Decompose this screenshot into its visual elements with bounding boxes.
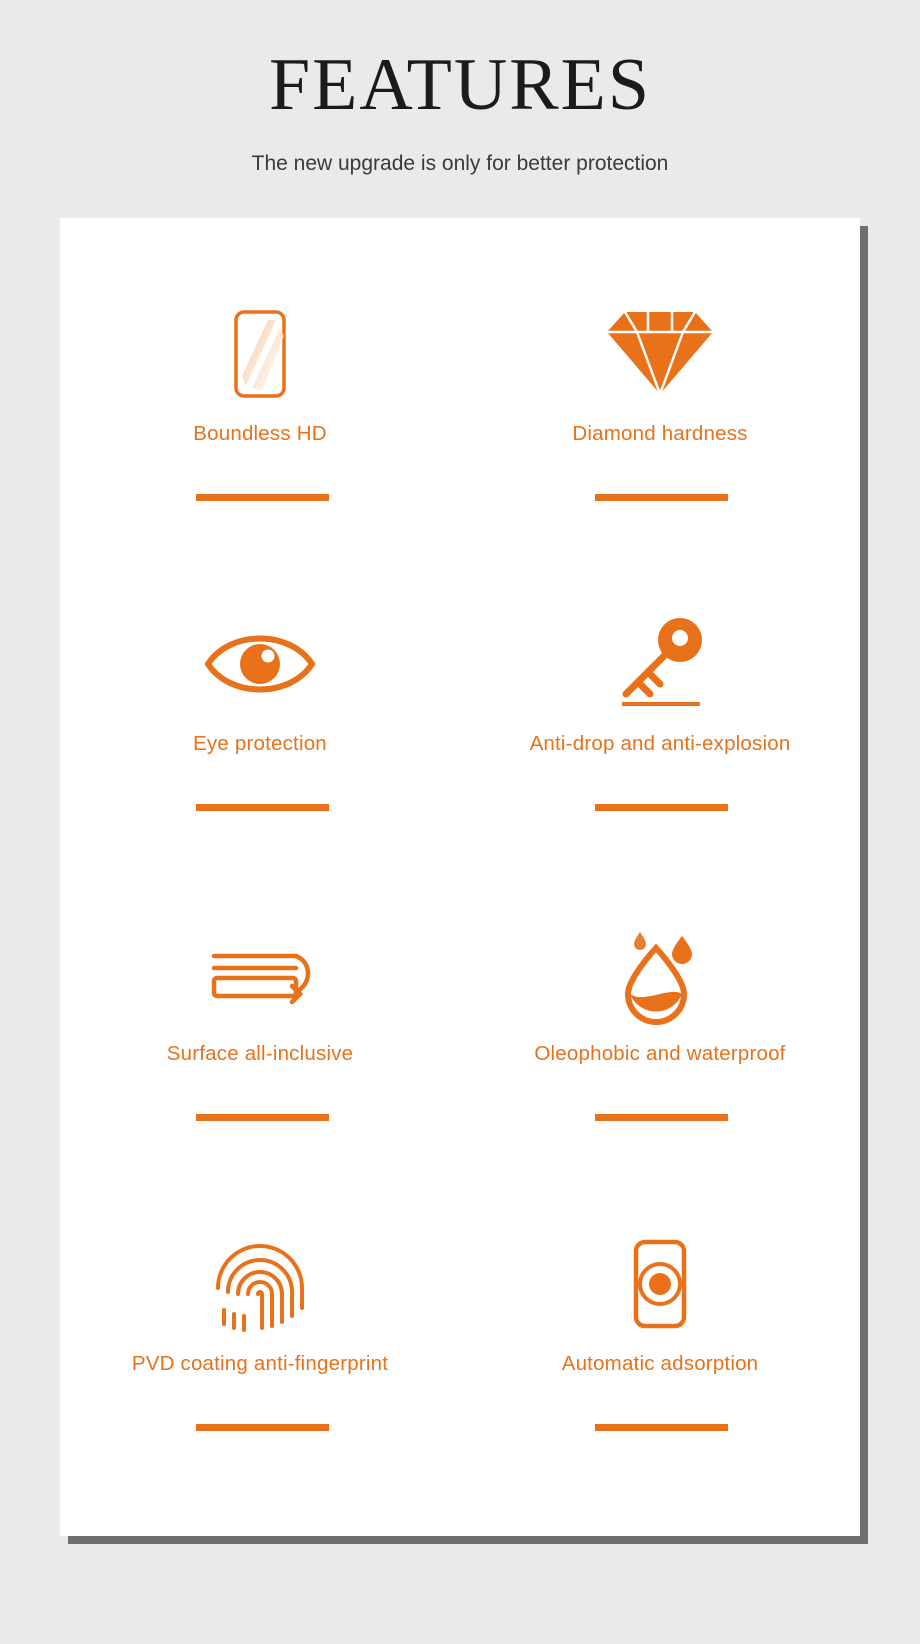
features-card-wrapper	[60, 218, 860, 1536]
feature-label: Oleophobic and waterproof	[534, 1042, 786, 1065]
key-icon	[608, 612, 712, 716]
features-grid	[60, 276, 860, 1516]
feature-item-pvd-anti-fingerprint	[60, 1206, 460, 1516]
fingerprint-icon	[208, 1232, 312, 1336]
feature-item-automatic-adsorption	[460, 1206, 860, 1516]
adsorption-icon	[620, 1232, 700, 1336]
feature-label: Anti-drop and anti-explosion	[529, 732, 791, 755]
feature-item-oleophobic-waterproof	[460, 896, 860, 1206]
feature-label: Diamond hardness	[572, 422, 748, 445]
feature-item-surface-all-inclusive	[60, 896, 460, 1206]
feature-divider	[595, 1424, 728, 1431]
feature-divider	[595, 494, 728, 501]
diamond-icon	[601, 302, 719, 406]
feature-label: Automatic adsorption	[561, 1352, 759, 1375]
feature-divider	[196, 1424, 329, 1431]
feature-item-eye-protection	[60, 586, 460, 896]
feature-item-boundless-hd	[60, 276, 460, 586]
features-card	[60, 218, 860, 1536]
feature-item-diamond-hardness	[460, 276, 860, 586]
page-subtitle: The new upgrade is only for better protection	[251, 152, 669, 175]
feature-label: Eye protection	[193, 732, 327, 755]
water-drop-icon	[610, 922, 710, 1026]
feature-label: Surface all-inclusive	[166, 1042, 354, 1065]
phone-screen-icon	[224, 302, 296, 406]
layers-icon	[200, 922, 320, 1026]
feature-divider	[595, 1114, 728, 1121]
feature-divider	[595, 804, 728, 811]
feature-divider	[196, 1114, 329, 1121]
feature-divider	[196, 494, 329, 501]
feature-label: PVD coating anti-fingerprint	[131, 1352, 389, 1375]
feature-divider	[196, 804, 329, 811]
feature-item-anti-drop	[460, 586, 860, 896]
page-title: FEATURES	[269, 44, 651, 126]
page-header	[0, 0, 920, 176]
feature-label: Boundless HD	[193, 422, 327, 445]
eye-icon	[200, 612, 320, 716]
